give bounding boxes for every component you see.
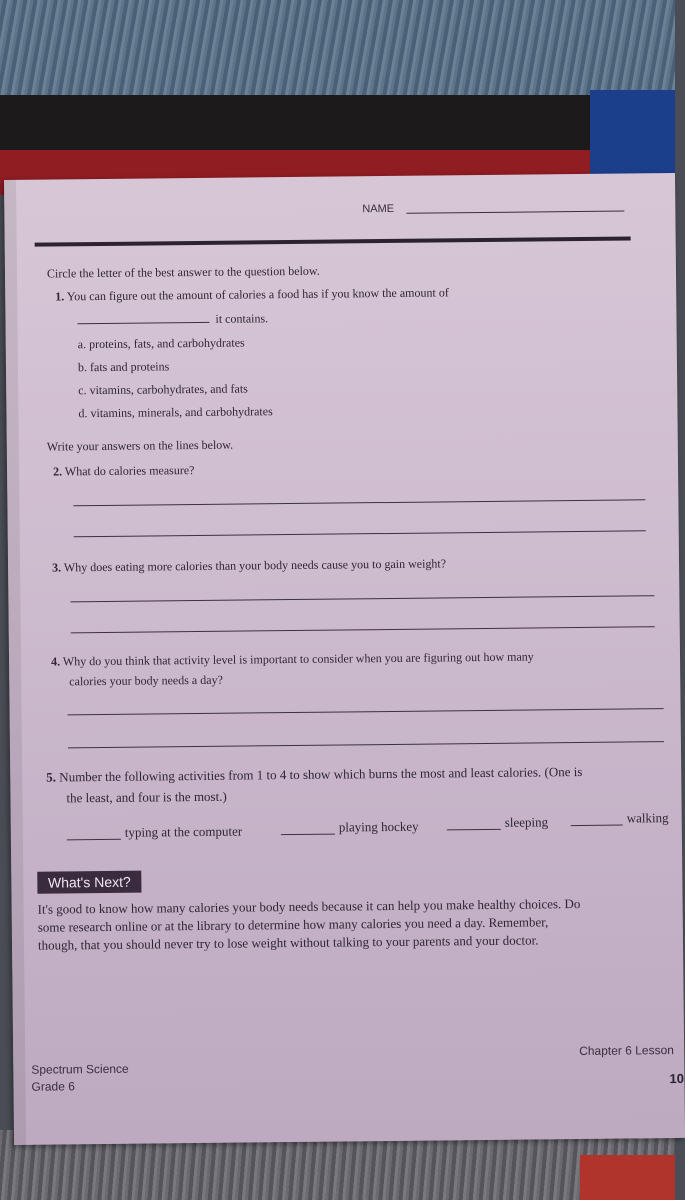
question-3-number: 3.	[51, 560, 62, 575]
question-5-text-cont: the least, and four is the most.)	[66, 788, 227, 806]
whats-next-banner: What's Next?	[37, 871, 141, 894]
question-4-answer-line-1[interactable]	[68, 708, 664, 715]
option-c-text: vitamins, carbohydrates, and fats	[89, 381, 248, 398]
carpet-background-top	[0, 0, 675, 95]
activity-4-blank[interactable]	[571, 825, 623, 827]
question-2-number: 2.	[52, 464, 63, 479]
activity-3-blank[interactable]	[447, 829, 501, 831]
question-3	[52, 556, 446, 575]
black-stripe	[0, 95, 675, 155]
question-5-text: Number the following activities from 1 to 4 to show which burns the most and least calories. (One is	[59, 763, 583, 785]
red-corner	[580, 1155, 675, 1200]
question-4	[51, 649, 534, 669]
option-b-text: fats and proteins	[89, 359, 170, 375]
whats-next-line-3: though, that you should never try to lose weight without talking to your parents and your doctor.	[37, 932, 539, 953]
question-3-answer-line-2[interactable]	[71, 626, 655, 633]
question-3-text: Why does eating more calories than your body needs cause you to gain weight?	[63, 556, 447, 575]
activity-walking: walking	[626, 810, 669, 826]
option-c-letter: c.	[78, 383, 87, 398]
question-2-answer-line-2[interactable]	[74, 530, 646, 537]
option-d-text: vitamins, minerals, and carbohydrates	[90, 404, 273, 421]
question-1-text: You can figure out the amount of calories a food has if you know the amount of	[66, 285, 449, 304]
question-2-answer-line-1[interactable]	[73, 499, 645, 506]
question-1-number: 1.	[55, 289, 65, 304]
question-1	[55, 285, 449, 304]
option-c[interactable]	[78, 381, 248, 398]
question-2	[53, 463, 195, 479]
footer-chapter: Chapter 6 Lesson	[579, 1043, 674, 1059]
question-5	[46, 764, 582, 786]
question-4-text-cont: calories your body needs a day?	[69, 672, 223, 689]
option-a[interactable]	[78, 335, 245, 352]
question-1-blank[interactable]	[78, 322, 210, 324]
instruction-circle: Circle the letter of the best answer to the question below.	[46, 263, 320, 281]
option-d[interactable]	[78, 404, 272, 421]
footer-book-info	[31, 1061, 129, 1096]
name-field[interactable]	[406, 211, 624, 214]
question-4-text: Why do you think that activity level is important to consider when you are figuring out how many	[62, 649, 534, 669]
whats-next-line-1: It's good to know how many calories your body needs because it can help you make healthy choices. Do	[37, 896, 581, 917]
activity-typing: typing at the computer	[124, 823, 243, 840]
question-2-text: What do calories measure?	[64, 463, 195, 479]
name-label: NAME	[362, 202, 395, 216]
option-b-letter: b.	[77, 360, 88, 375]
paper-edge	[4, 180, 26, 1145]
instruction-write: Write your answers on the lines below.	[46, 437, 234, 454]
page-number: 10	[669, 1070, 684, 1087]
option-a-text: proteins, fats, and carbohydrates	[88, 335, 245, 352]
question-4-number: 4.	[50, 654, 61, 669]
question-5-number: 5.	[46, 769, 57, 785]
option-d-letter: d.	[78, 406, 88, 421]
question-1-text-cont: it contains.	[215, 311, 269, 326]
question-3-answer-line-1[interactable]	[70, 595, 654, 602]
header-rule	[35, 236, 631, 246]
activity-1-blank[interactable]	[67, 839, 121, 841]
activity-2-blank[interactable]	[281, 834, 335, 836]
question-4-answer-line-2[interactable]	[68, 741, 664, 748]
whats-next-line-2: some research online or at the library to determine how many calories you need a day. Remember,	[37, 914, 549, 935]
footer-grade: Grade 6	[31, 1079, 75, 1094]
option-b[interactable]	[78, 359, 169, 375]
option-a-letter: a.	[77, 337, 87, 352]
activity-sleeping: sleeping	[504, 814, 549, 830]
worksheet-page	[4, 173, 685, 1145]
footer-series: Spectrum Science	[31, 1061, 129, 1077]
activity-hockey: playing hockey	[338, 818, 419, 835]
